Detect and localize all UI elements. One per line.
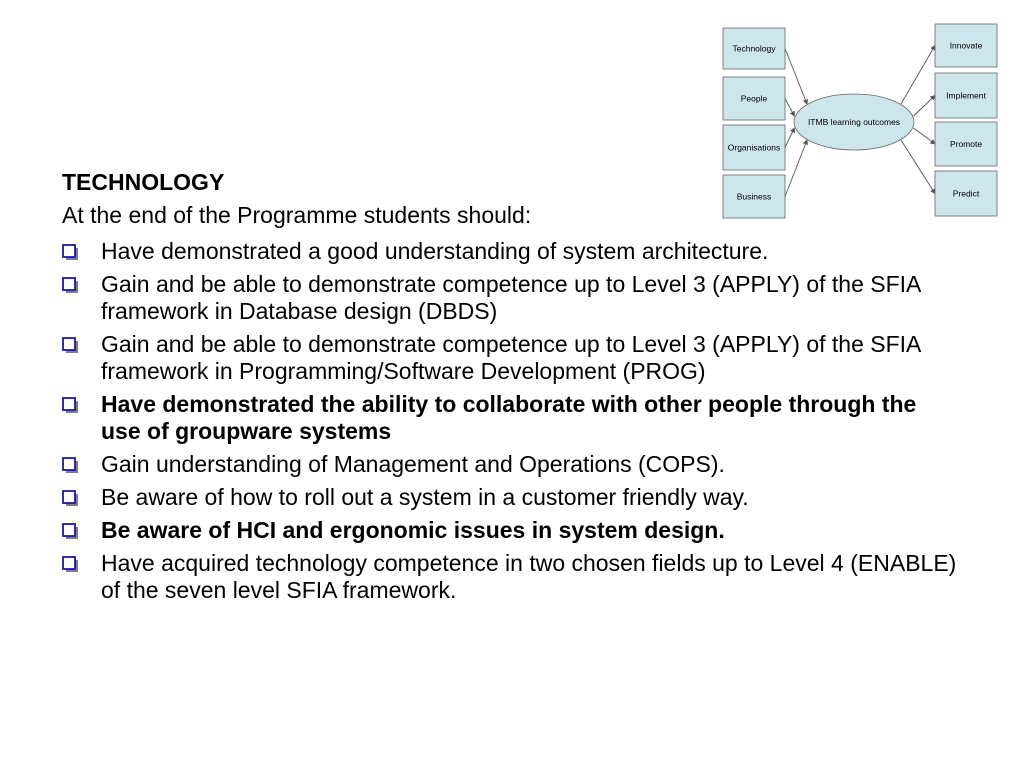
diagram-arrow bbox=[914, 96, 935, 117]
section-heading: TECHNOLOGY bbox=[62, 169, 225, 195]
diagram-box-label: Business bbox=[736, 191, 772, 202]
diagram-arrow bbox=[901, 46, 935, 105]
list-item-text: Have demonstrated a good understanding of system architecture. bbox=[101, 238, 769, 264]
hollow-square-icon bbox=[62, 337, 79, 354]
diagram-output-box bbox=[935, 73, 997, 118]
diagram-input-box bbox=[723, 125, 785, 170]
list-item bbox=[62, 238, 962, 265]
hollow-square-icon bbox=[62, 523, 79, 540]
hollow-square-icon bbox=[62, 244, 79, 261]
diagram-box-label: Technology bbox=[732, 43, 776, 54]
intro-text: At the end of the Programme students should: bbox=[62, 202, 532, 228]
diagram-box-label: People bbox=[740, 93, 768, 104]
diagram-box-label: Organisations bbox=[727, 142, 781, 153]
list-item bbox=[62, 271, 962, 325]
list-item bbox=[62, 391, 962, 445]
list-item bbox=[62, 550, 962, 604]
diagram-center-node bbox=[794, 94, 914, 150]
list-item-text: Have acquired technology competence in two chosen fields up to Level 4 (ENABLE) of the seven level SFIA framework. bbox=[101, 550, 957, 603]
diagram-box-label: Innovate bbox=[949, 40, 983, 51]
diagram-arrow bbox=[785, 128, 794, 148]
diagram-arrow bbox=[785, 99, 794, 117]
list-item-text: Gain and be able to demonstrate competence up to Level 3 (APPLY) of the SFIA framework in Database design (DBDS) bbox=[101, 271, 921, 324]
hollow-square-icon bbox=[62, 277, 79, 294]
list-item bbox=[62, 517, 962, 544]
diagram-arrow bbox=[785, 49, 807, 105]
diagram-input-box bbox=[723, 28, 785, 69]
hollow-square-icon bbox=[62, 457, 79, 474]
diagram-output-box bbox=[935, 122, 997, 166]
list-item-text: Gain and be able to demonstrate competence up to Level 3 (APPLY) of the SFIA framework in Programming/Software Development (PROG) bbox=[101, 331, 921, 384]
outcomes-section bbox=[62, 166, 962, 604]
hollow-square-icon bbox=[62, 490, 79, 507]
diagram-input-box bbox=[723, 77, 785, 120]
list-item-text: Be aware of how to roll out a system in a customer friendly way. bbox=[101, 484, 749, 510]
list-item bbox=[62, 484, 962, 511]
list-item-text: Be aware of HCI and ergonomic issues in system design. bbox=[101, 517, 725, 543]
list-item bbox=[62, 451, 962, 478]
diagram-output-box bbox=[935, 24, 997, 67]
list-item bbox=[62, 331, 962, 385]
hollow-square-icon bbox=[62, 397, 79, 414]
diagram-box-label: Implement bbox=[946, 90, 986, 101]
list-item-text: Have demonstrated the ability to collaborate with other people through the use of groupware systems bbox=[101, 391, 917, 444]
diagram-box-label: Predict bbox=[952, 188, 980, 199]
hollow-square-icon bbox=[62, 556, 79, 573]
diagram-arrow bbox=[914, 128, 935, 144]
list-item-text: Gain understanding of Management and Operations (COPS). bbox=[101, 451, 725, 477]
outcomes-list bbox=[62, 238, 962, 604]
diagram-center-label: ITMB learning outcomes bbox=[807, 117, 901, 127]
diagram-box-label: Promote bbox=[949, 139, 983, 149]
